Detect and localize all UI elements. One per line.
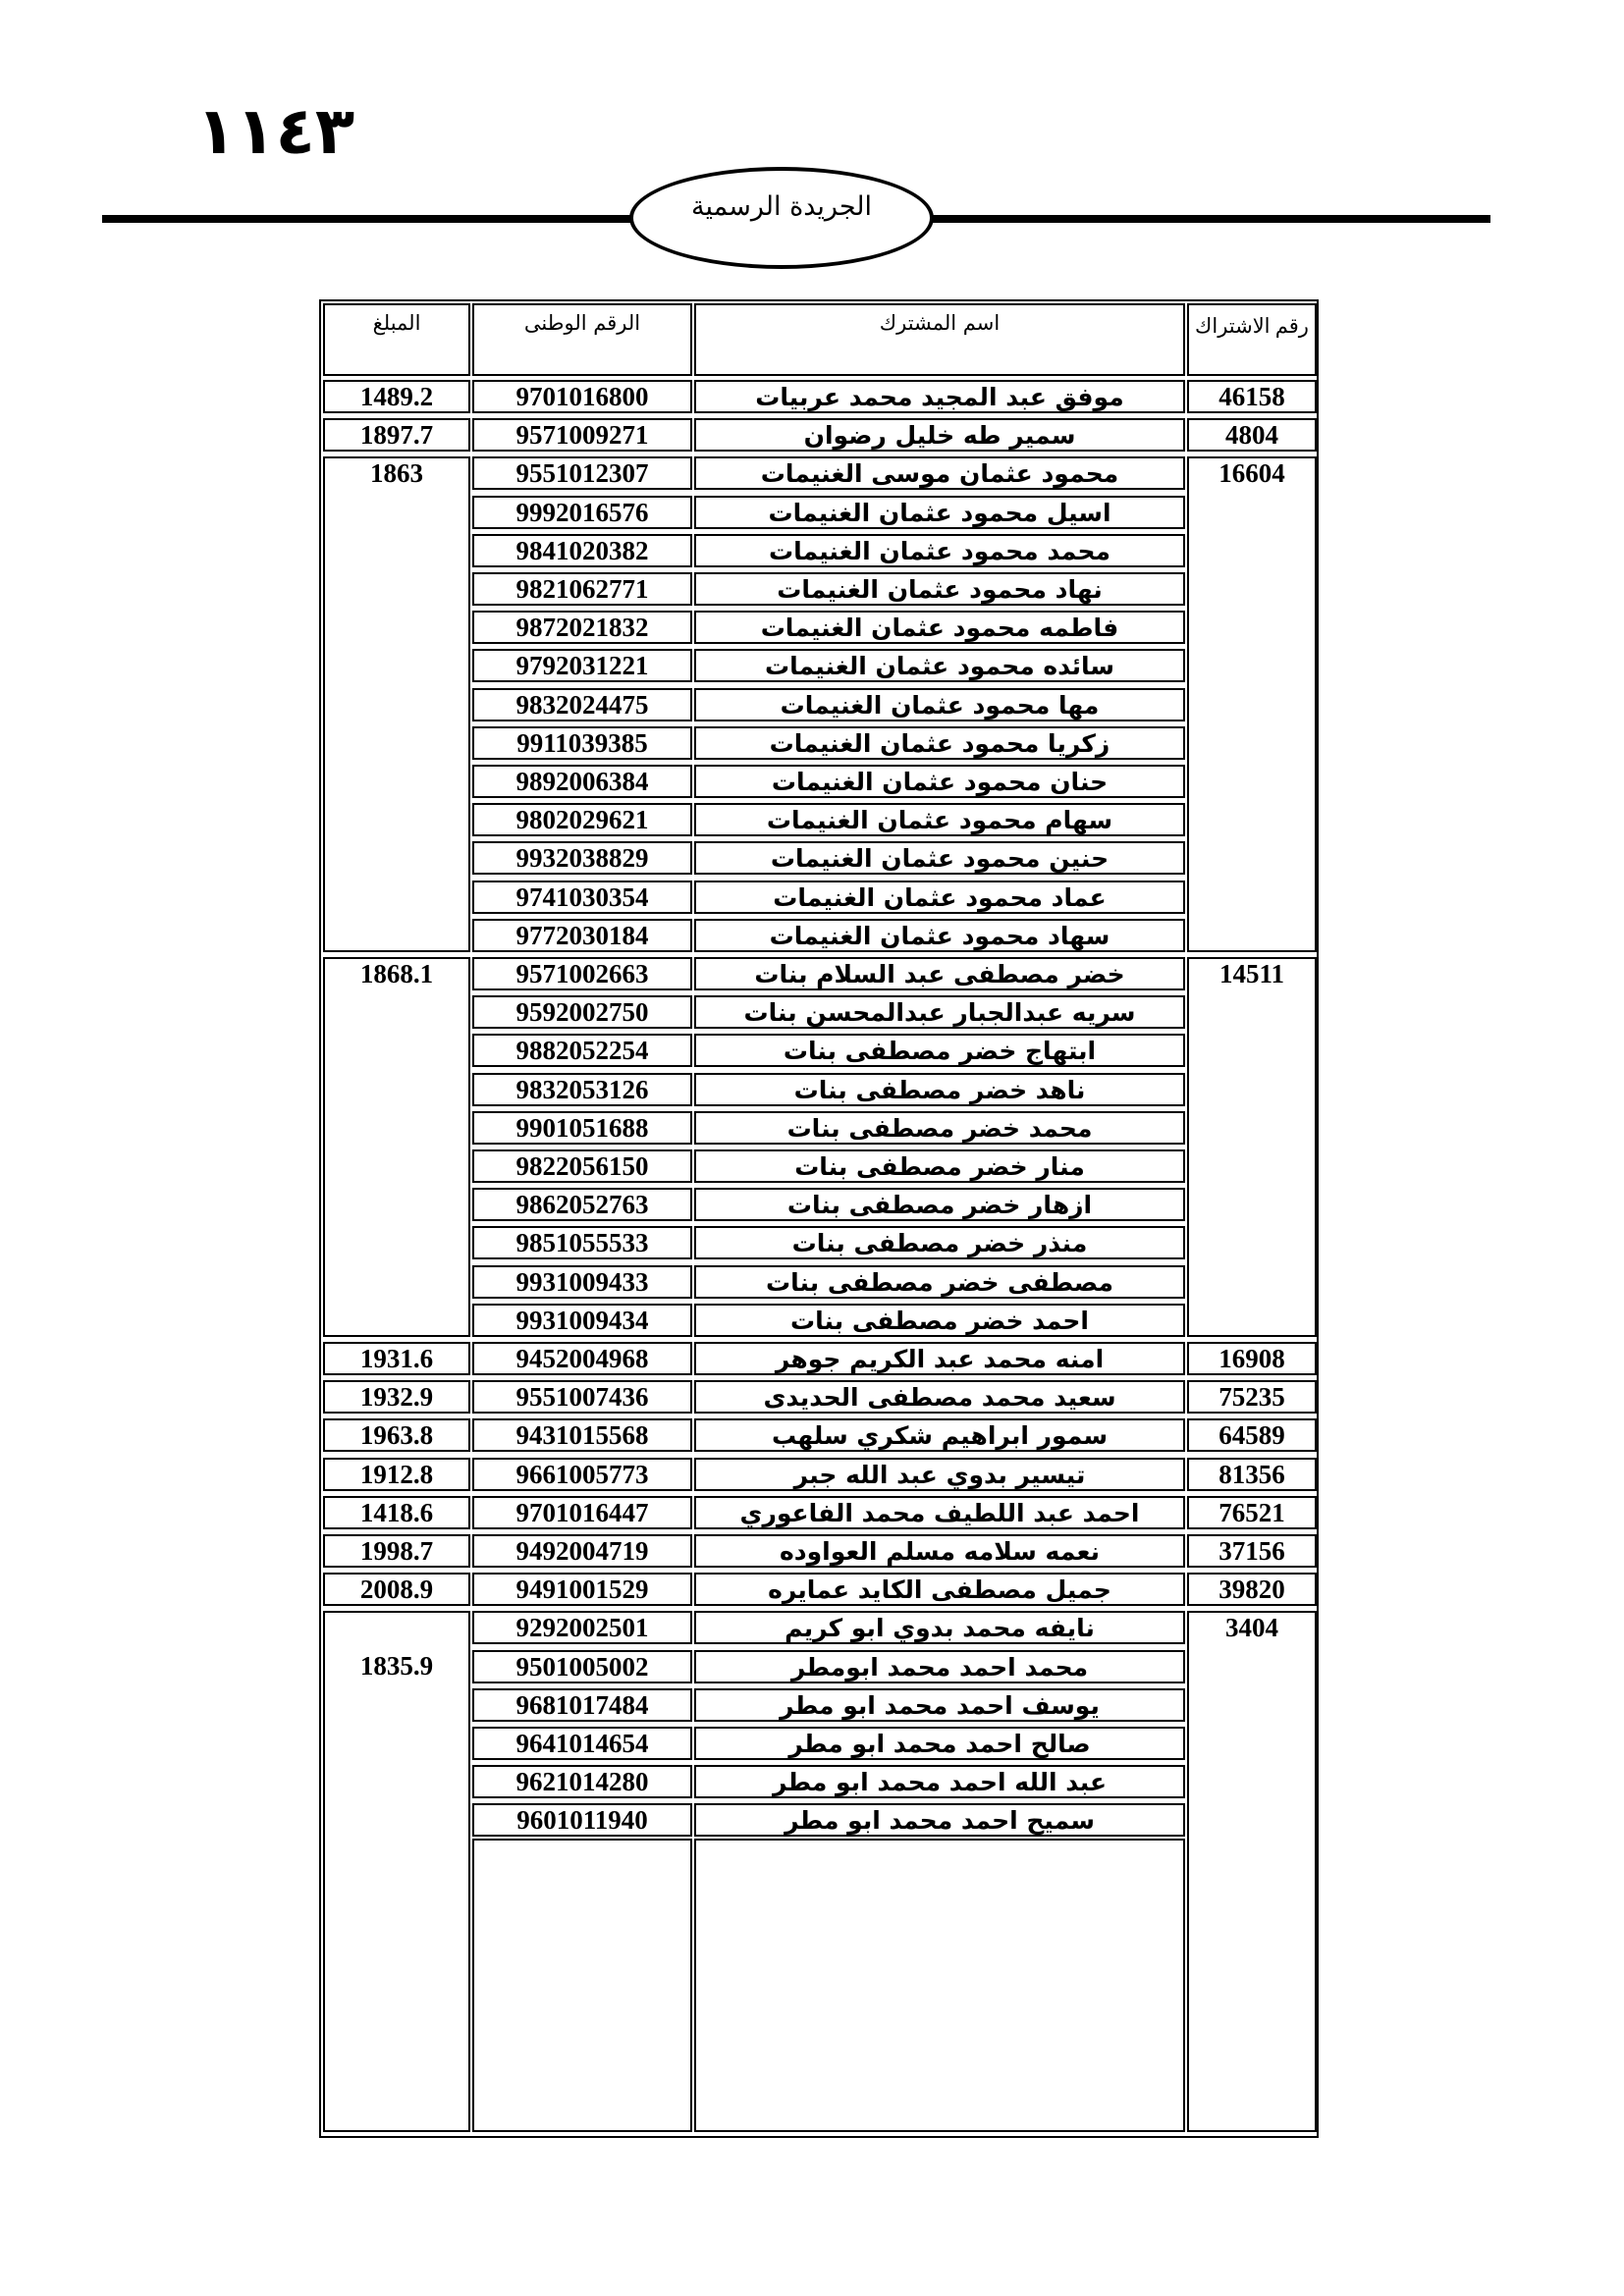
national-id-cell: 9872021832 [472,611,692,644]
subscriber-name-cell: امنه محمد عبد الكريم جوهر [694,1342,1185,1375]
national-id-cell: 9802029621 [472,803,692,836]
national-id-cell: 9901051688 [472,1111,692,1145]
subscription-cell [1187,1573,1317,1606]
page-number: ١١٤٣ [196,93,355,169]
subscriber-name-cell: سمير طه خليل رضوان [694,418,1185,452]
national-id-cell: 9911039385 [472,726,692,760]
amount-value: 1489.2 [359,382,434,411]
subscriber-name-cell: محمد خضر مصطفى بنات [694,1111,1185,1145]
national-id-cell: 9571002663 [472,957,692,990]
subscriber-name-cell: احمد خضر مصطفى بنات [694,1304,1185,1337]
subscription-cell [1187,1418,1317,1452]
national-id-cell: 9792031221 [472,649,692,682]
subscription-value: 76521 [1218,1498,1285,1527]
national-id-cell: 9551012307 [472,456,692,490]
national-id-cell: 9931009434 [472,1304,692,1337]
national-id-cell: 9431015568 [472,1418,692,1452]
empty-name-area [694,1839,1185,2132]
subscriber-name-cell: ازهار خضر مصطفى بنات [694,1188,1185,1221]
amount-value: 1418.6 [359,1498,434,1527]
subscription-value: 39820 [1218,1575,1285,1604]
subscription-value: 16604 [1218,458,1285,488]
subscriber-name-cell: ناهد خضر مصطفى بنات [694,1073,1185,1106]
amount-value: 1963.8 [359,1420,434,1450]
subscription-cell [1187,1380,1317,1414]
subscriber-name-cell: منار خضر مصطفى بنات [694,1149,1185,1183]
national-id-cell: 9452004968 [472,1342,692,1375]
subscriber-name-cell: منذر خضر مصطفى بنات [694,1226,1185,1259]
header-amount: المبلغ [323,303,470,376]
subscription-value: 81356 [1218,1460,1285,1489]
national-id-cell: 9701016800 [472,380,692,413]
amount-cell [323,1458,470,1491]
national-id-cell: 9601011940 [472,1803,692,1837]
subscriber-name-cell: سهام محمود عثمان الغنيمات [694,803,1185,836]
amount-value: 1863 [370,458,423,488]
subscriber-name-cell: محمد احمد محمد ابومطر [694,1650,1185,1683]
amount-value: 1912.8 [359,1460,434,1489]
amount-cell [323,1418,470,1452]
subscriber-name-cell: فاطمه محمود عثمان الغنيمات [694,611,1185,644]
national-id-cell: 9491001529 [472,1573,692,1606]
subscriber-name-cell: صالح احمد محمد ابو مطر [694,1727,1185,1760]
amount-value: 2008.9 [359,1575,434,1604]
amount-cell [323,1380,470,1414]
amount-cell [323,1342,470,1375]
subscriber-name-cell: مصطفى خضر مصطفى بنات [694,1265,1185,1299]
national-id-cell: 9292002501 [472,1611,692,1644]
subscriber-name-cell: احمد عبد اللطيف محمد الفاعوري [694,1496,1185,1529]
amount-cell [323,1573,470,1606]
subscriber-name-cell: اسيل محمود عثمان الغنيمات [694,496,1185,529]
amount-cell [323,1496,470,1529]
subscription-value: 16908 [1218,1344,1285,1373]
national-id-cell: 9892006384 [472,765,692,798]
subscriber-name-cell: جميل مصطفى الكايد عمايره [694,1573,1185,1606]
subscription-cell [1187,1496,1317,1529]
subscription-value: 46158 [1218,382,1285,411]
subscriber-name-cell: سريه عبدالجبار عبدالمحسن بنات [694,995,1185,1029]
subscription-cell [1187,456,1317,952]
subscriber-name-cell: محمد محمود عثمان الغنيمات [694,534,1185,567]
subscriber-name-cell: خضر مصطفى عبد السلام بنات [694,957,1185,990]
subscription-value: 75235 [1218,1382,1285,1412]
national-id-cell: 9841020382 [472,534,692,567]
national-id-cell: 9832024475 [472,688,692,721]
subscriber-name-cell: زكريا محمود عثمان الغنيمات [694,726,1185,760]
subscription-cell [1187,418,1317,452]
amount-cell [323,1611,470,2132]
national-id-cell: 9862052763 [472,1188,692,1221]
national-id-cell: 9621014280 [472,1765,692,1798]
amount-value: 1932.9 [359,1382,434,1412]
national-id-cell: 9992016576 [472,496,692,529]
subscriber-name-cell: حنان محمود عثمان الغنيمات [694,765,1185,798]
national-id-cell: 9882052254 [472,1034,692,1067]
subscriber-name-cell: نهاد محمود عثمان الغنيمات [694,572,1185,606]
national-id-cell: 9501005002 [472,1650,692,1683]
amount-cell [323,380,470,413]
national-id-cell: 9551007436 [472,1380,692,1414]
national-id-cell: 9932038829 [472,841,692,875]
amount-cell [323,418,470,452]
national-id-cell: 9571009271 [472,418,692,452]
header-subscription: رقم الاشتراك [1187,303,1317,376]
subscriber-name-cell: موفق عبد المجيد محمد عربيات [694,380,1185,413]
subscriber-name-cell: حنين محمود عثمان الغنيمات [694,841,1185,875]
subscribers-table [319,299,1319,2138]
subscription-value: 3404 [1225,1613,1278,1642]
header-national-id: الرقم الوطنى [472,303,692,376]
amount-value: 1931.6 [359,1344,434,1373]
amount-value: 1835.9 [359,1651,434,1682]
subscriber-name-cell: تيسير بدوي عبد الله جبر [694,1458,1185,1491]
amount-value: 1998.7 [359,1536,434,1566]
subscription-cell [1187,957,1317,1337]
subscriber-name-cell: نعمه سلامه مسلم العواوده [694,1534,1185,1568]
subscription-cell [1187,1611,1317,2132]
gazette-title: الجريدة الرسمية [629,167,934,269]
national-id-cell: 9641014654 [472,1727,692,1760]
national-id-cell: 9832053126 [472,1073,692,1106]
subscription-value: 14511 [1218,959,1284,988]
national-id-cell: 9681017484 [472,1688,692,1722]
subscriber-name-cell: عبد الله احمد محمد ابو مطر [694,1765,1185,1798]
amount-value: 1897.7 [359,420,434,450]
national-id-cell: 9851055533 [472,1226,692,1259]
subscriber-name-cell: سهاد محمود عثمان الغنيمات [694,919,1185,952]
subscriber-name-cell: مها محمود عثمان الغنيمات [694,688,1185,721]
amount-cell [323,1534,470,1568]
subscription-value: 4804 [1225,420,1278,450]
subscription-cell [1187,380,1317,413]
subscription-value: 37156 [1218,1536,1285,1566]
national-id-cell: 9822056150 [472,1149,692,1183]
subscriber-name-cell: سمور ابراهيم شكري سلهب [694,1418,1185,1452]
subscription-cell [1187,1534,1317,1568]
subscriber-name-cell: يوسف احمد محمد ابو مطر [694,1688,1185,1722]
subscriber-name-cell: سميح احمد محمد ابو مطر [694,1803,1185,1837]
national-id-cell: 9772030184 [472,919,692,952]
national-id-cell: 9701016447 [472,1496,692,1529]
empty-national-id-area [472,1839,692,2132]
subscriber-name-cell: ابتهاج خضر مصطفى بنات [694,1034,1185,1067]
national-id-cell: 9661005773 [472,1458,692,1491]
national-id-cell: 9592002750 [472,995,692,1029]
amount-cell [323,456,470,952]
subscriber-name-cell: نايفه محمد بدوي ابو كريم [694,1611,1185,1644]
amount-cell [323,957,470,1337]
subscriber-name-cell: سعيد محمد مصطفى الحديدى [694,1380,1185,1414]
subscriber-name-cell: عماد محمود عثمان الغنيمات [694,881,1185,914]
header-name: اسم المشترك [694,303,1185,376]
subscription-cell [1187,1342,1317,1375]
subscriber-name-cell: محمود عثمان موسى الغنيمات [694,456,1185,490]
national-id-cell: 9821062771 [472,572,692,606]
subscription-value: 64589 [1218,1420,1285,1450]
national-id-cell: 9741030354 [472,881,692,914]
national-id-cell: 9931009433 [472,1265,692,1299]
subscriber-name-cell: سائده محمود عثمان الغنيمات [694,649,1185,682]
subscription-cell [1187,1458,1317,1491]
national-id-cell: 9492004719 [472,1534,692,1568]
amount-value: 1868.1 [359,959,434,988]
